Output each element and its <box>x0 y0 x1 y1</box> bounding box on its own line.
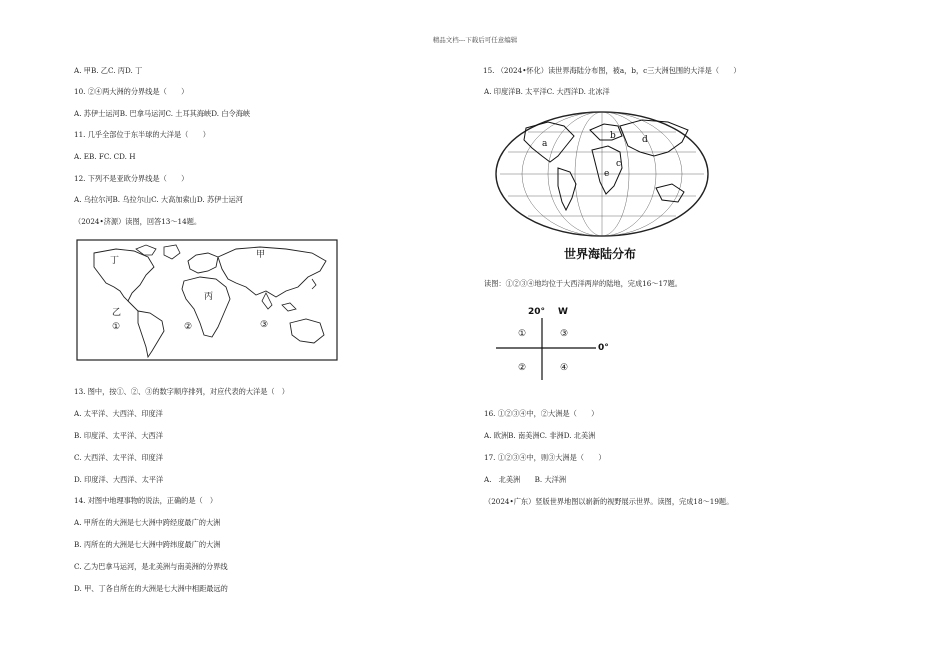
question-15-options: A. 印度洋B. 太平洋C. 大西洋D. 北冰洋 <box>484 87 610 96</box>
map-label-e: e <box>604 169 610 179</box>
question-12-options: A. 乌拉尔河B. 乌拉尔山C. 大高加索山D. 苏伊士运河 <box>74 195 243 204</box>
question-10: 10. ②④两大洲的分界线是（ ） <box>74 87 189 96</box>
question-17-options: A. 北美洲 B. 大洋洲 <box>484 475 567 484</box>
question-14-option-c: C. 乙为巴拿马运河，是北美洲与南美洲的分界线 <box>74 562 228 571</box>
question-16: 16. ①②③④中，②大洲是（ ） <box>484 409 599 418</box>
lat-label: 20° <box>528 307 546 317</box>
quadrant-4: ④ <box>560 363 569 373</box>
map-caption: 世界海陆分布 <box>564 247 637 261</box>
page-header: 精品文档---下载后可任意编辑 <box>432 36 518 44</box>
map-label-ding: 丁 <box>110 256 120 266</box>
world-land-sea-map <box>492 106 712 266</box>
question-15: 15. （2024•怀化）读世界海陆分布图，被a，b，c三大洲包围的大洋是（ ） <box>483 66 741 75</box>
question-13: 13. 图中，按①、②、③的数字顺序排列，对应代表的大洋是（ ） <box>74 387 289 396</box>
question-14: 14. 对图中地理事物的说法，正确的是（ ） <box>74 496 218 505</box>
map-label-a: a <box>542 139 548 149</box>
quadrant-3: ③ <box>560 329 569 339</box>
question-13-option-b: B. 印度洋、太平洋、大西洋 <box>74 431 163 440</box>
question-12: 12. 下列不是亚欧分界线是（ ） <box>74 174 189 183</box>
question-13-option-c: C. 大西洋、太平洋、印度洋 <box>74 453 163 462</box>
map-label-yi: 乙 <box>112 308 122 318</box>
question-16-options: A. 欧洲B. 南美洲C. 非洲D. 北美洲 <box>484 431 596 440</box>
world-map-figure <box>76 239 338 361</box>
question-13-option-a: A. 太平洋、大西洋、印度洋 <box>74 409 163 418</box>
map-label-d: d <box>642 135 648 145</box>
map-ocean-1: ① <box>112 322 121 332</box>
map-ocean-2: ② <box>184 322 193 332</box>
map-label-jia: 甲 <box>256 250 266 260</box>
section-intro-18-19: （2024•广东）竖版世界地图以崭新的视野展示世界。读图，完成18～19题。 <box>484 497 734 506</box>
map-label-c: c <box>616 159 622 169</box>
direction-label: W <box>558 307 568 317</box>
question-13-option-d: D. 印度洋、大西洋、太平洋 <box>74 475 164 484</box>
quadrant-2: ② <box>518 363 527 373</box>
quadrant-diagram <box>492 302 622 382</box>
lon-label: 0° <box>598 343 609 353</box>
map-label-b: b <box>610 131 616 141</box>
question-14-option-b: B. 丙所在的大洲是七大洲中跨纬度最广的大洲 <box>74 540 221 549</box>
question-14-option-a: A. 甲所在的大洲是七大洲中跨经度最广的大洲 <box>74 518 221 527</box>
section-intro-16-17: 读图：①②③④地均位于大西洋两岸的陆地，完成16～17题。 <box>484 279 682 288</box>
question-10-options: A. 苏伊士运河B. 巴拿马运河C. 土耳其海峡D. 白令海峡 <box>74 109 251 118</box>
question-17: 17. ①②③④中，则③大洲是（ ） <box>484 453 606 462</box>
q9-options: A. 甲B. 乙C. 丙D. 丁 <box>74 66 143 75</box>
question-14-option-d: D. 甲、丁各自所在的大洲是七大洲中相距最远的 <box>74 584 228 593</box>
map-label-bing: 丙 <box>204 292 214 302</box>
map-ocean-3: ③ <box>260 320 269 330</box>
question-11: 11. 几乎全部位于东半球的大洋是（ ） <box>74 130 210 139</box>
quadrant-1: ① <box>518 329 527 339</box>
question-11-options: A. EB. FC. CD. H <box>74 152 136 161</box>
section-intro-13-14: （2024•济源）读图，回答13～14题。 <box>74 217 202 226</box>
